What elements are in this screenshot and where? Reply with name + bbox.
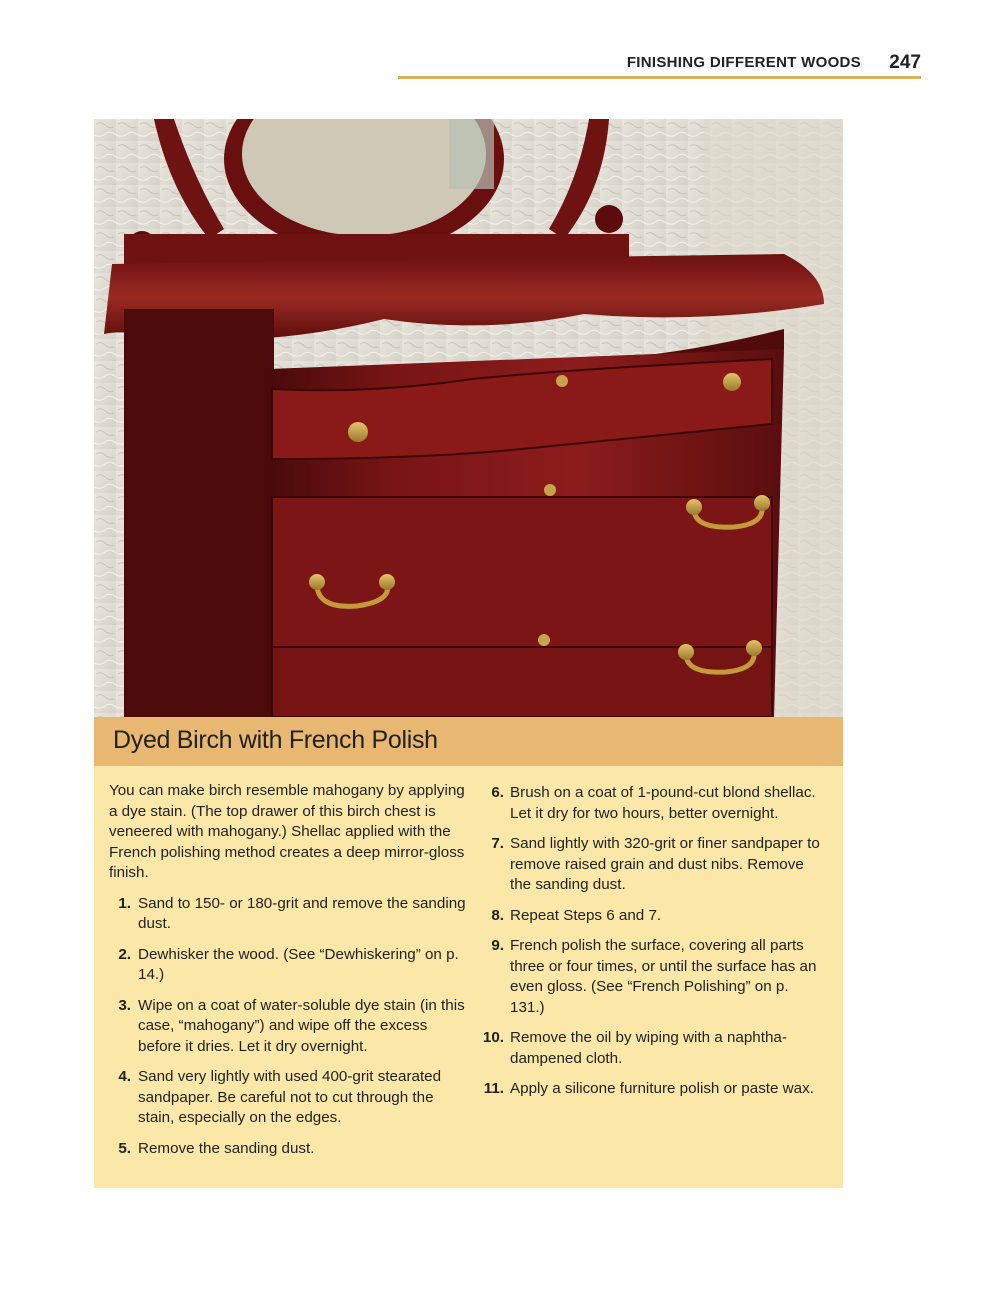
step-item xyxy=(109,945,469,986)
left-column xyxy=(109,781,469,1169)
step-item xyxy=(480,906,825,927)
step-item xyxy=(480,834,825,896)
intro-paragraph: You can make birch resemble mahogany by applying a dye stain. (The top drawer of this birch chest is veneered with mahogany.) Shellac applied with the French polishing method creates a deep mirror-gloss finish. xyxy=(109,782,465,881)
sidebar-title: Dyed Birch with French Polish xyxy=(113,726,438,754)
step-text: Brush on a coat of 1-pound-cut blond shellac. Let it dry for two hours, better overnight. xyxy=(510,784,816,822)
step-text: Sand very lightly with used 400-grit stearated sandpaper. Be careful not to cut through the stain, especially on the edges. xyxy=(138,1068,442,1126)
step-number: 11. xyxy=(483,1080,504,1097)
step-item xyxy=(480,936,825,1018)
running-head xyxy=(398,52,921,78)
chest-photo xyxy=(94,119,843,717)
step-text: Sand to 150- or 180-grit and remove the sanding dust. xyxy=(138,894,466,932)
step-text: Apply a silicone furniture polish or paste wax. xyxy=(510,1080,814,1097)
step-number: 7. xyxy=(491,835,504,852)
step-text: Dewhisker the wood. (See “Dewhiskering” on p. 14.) xyxy=(138,945,459,983)
right-column xyxy=(480,783,825,1110)
step-number: 6. xyxy=(491,784,504,801)
step-text: Sand lightly with 320-grit or finer sandpaper to remove raised grain and dust nibs. Remove the sanding dust. xyxy=(510,835,820,893)
step-number: 8. xyxy=(491,906,504,924)
step-number: 2. xyxy=(118,945,131,963)
step-number: 9. xyxy=(491,937,504,954)
step-number: 3. xyxy=(118,996,131,1014)
step-item xyxy=(109,1067,469,1129)
header-rule xyxy=(398,76,921,79)
step-text: Remove the oil by wiping with a naphtha-dampened cloth. xyxy=(510,1029,787,1067)
steps-left-list xyxy=(109,894,469,1160)
step-item xyxy=(109,1139,469,1160)
step-number: 4. xyxy=(118,1068,131,1085)
step-text: Remove the sanding dust. xyxy=(138,1139,315,1157)
step-item xyxy=(480,1028,825,1069)
step-text: Repeat Steps 6 and 7. xyxy=(510,906,662,924)
steps-right-list xyxy=(480,783,825,1100)
sidebar-box xyxy=(94,717,843,1188)
step-item xyxy=(480,1079,825,1100)
step-number: 1. xyxy=(118,894,131,912)
step-item xyxy=(109,894,469,935)
sidebar-title-bar xyxy=(94,717,843,766)
step-number: 5. xyxy=(118,1139,131,1157)
step-item xyxy=(109,996,469,1058)
step-number: 10. xyxy=(482,1029,504,1046)
page-number: 247 xyxy=(889,52,921,73)
step-item xyxy=(480,783,825,824)
step-text: Wipe on a coat of water-soluble dye stain (in this case, “mahogany”) and wipe off the excess before it dries. Let it dry overnight. xyxy=(138,996,465,1055)
step-text: French polish the surface, covering all parts three or four times, or until the surface has an even gloss. (See “French Polishing” on p. 131.) xyxy=(510,937,817,1016)
section-title: FINISHING DIFFERENT WOODS xyxy=(626,54,861,71)
